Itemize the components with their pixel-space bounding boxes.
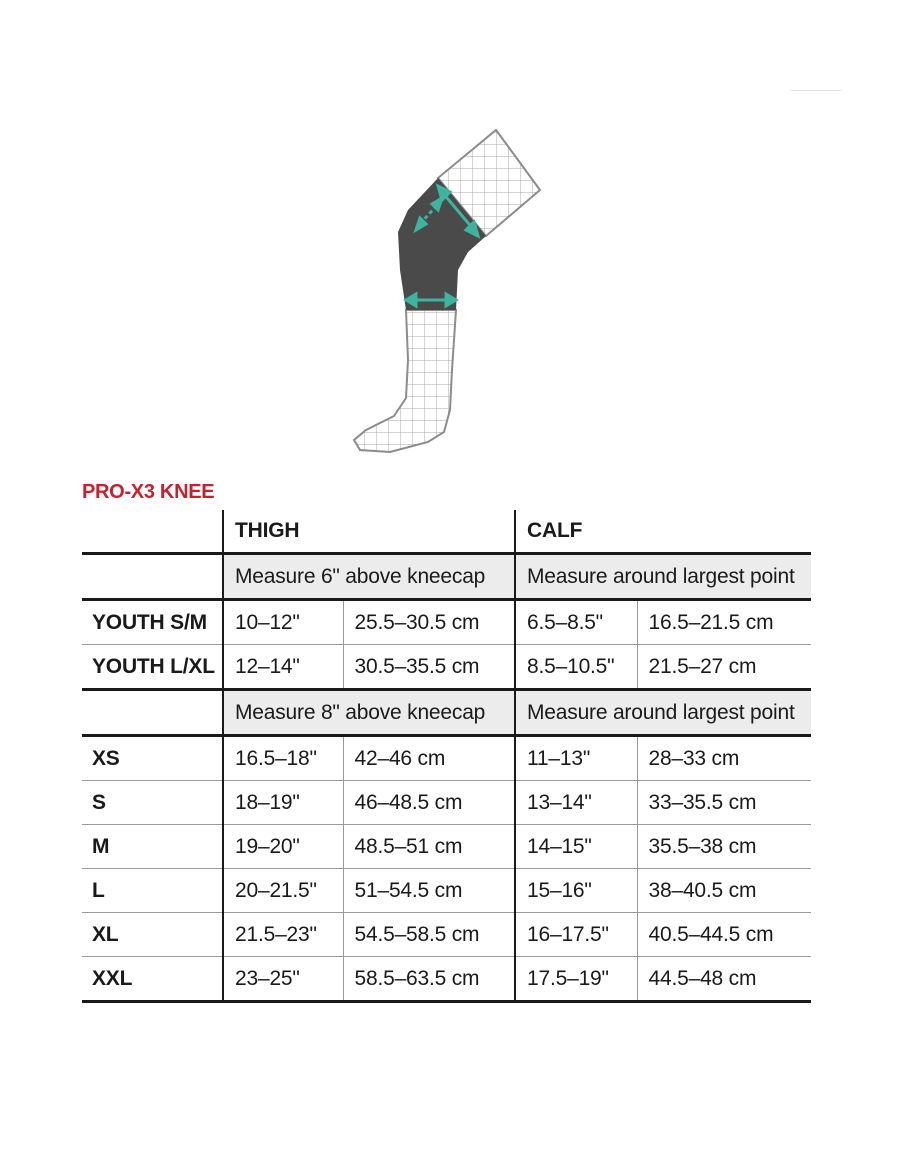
thigh-inches: 10–12" <box>223 600 343 645</box>
thigh-inches: 18–19" <box>223 781 343 825</box>
table-row <box>82 957 811 1002</box>
calf-cm: 35.5–38 cm <box>637 825 811 869</box>
thigh-cm: 46–48.5 cm <box>343 781 515 825</box>
size-label: M <box>82 825 223 869</box>
table-row <box>82 913 811 957</box>
thigh-inches: 20–21.5" <box>223 869 343 913</box>
calf-note: Measure around largest point <box>515 554 811 600</box>
size-label: XS <box>82 736 223 781</box>
thigh-cm: 48.5–51 cm <box>343 825 515 869</box>
thigh-cm: 51–54.5 cm <box>343 869 515 913</box>
calf-cm: 28–33 cm <box>637 736 811 781</box>
calf-cm: 40.5–44.5 cm <box>637 913 811 957</box>
calf-cm: 33–35.5 cm <box>637 781 811 825</box>
thigh-inches: 23–25" <box>223 957 343 1002</box>
table-row <box>82 736 811 781</box>
calf-cm: 44.5–48 cm <box>637 957 811 1002</box>
size-label: YOUTH S/M <box>82 600 223 645</box>
group-note-row <box>82 554 811 600</box>
calf-inches: 17.5–19" <box>515 957 637 1002</box>
thigh-cm: 42–46 cm <box>343 736 515 781</box>
note-empty-cell <box>82 690 223 736</box>
note-empty-cell <box>82 554 223 600</box>
calf-inches: 6.5–8.5" <box>515 600 637 645</box>
calf-inches: 15–16" <box>515 869 637 913</box>
table-row <box>82 781 811 825</box>
table-row <box>82 825 811 869</box>
calf-mesh <box>354 310 456 452</box>
size-label: YOUTH L/XL <box>82 645 223 690</box>
calf-cm: 38–40.5 cm <box>637 869 811 913</box>
thigh-inches: 19–20" <box>223 825 343 869</box>
thigh-inches: 21.5–23" <box>223 913 343 957</box>
decorative-line <box>790 90 842 91</box>
thigh-cm: 30.5–35.5 cm <box>343 645 515 690</box>
table-header-row <box>82 510 811 554</box>
calf-inches: 8.5–10.5" <box>515 645 637 690</box>
calf-cm: 21.5–27 cm <box>637 645 811 690</box>
calf-inches: 13–14" <box>515 781 637 825</box>
size-label: XL <box>82 913 223 957</box>
calf-inches: 14–15" <box>515 825 637 869</box>
table-row <box>82 645 811 690</box>
column-header-thigh: THIGH <box>223 510 515 554</box>
size-label: XXL <box>82 957 223 1002</box>
calf-inches: 16–17.5" <box>515 913 637 957</box>
calf-inches: 11–13" <box>515 736 637 781</box>
group-note-row <box>82 690 811 736</box>
column-header-calf: CALF <box>515 510 811 554</box>
thigh-cm: 58.5–63.5 cm <box>343 957 515 1002</box>
table-row <box>82 869 811 913</box>
header-empty-cell <box>82 510 223 554</box>
knee-sleeve-measurement-diagram <box>340 120 560 465</box>
thigh-cm: 25.5–30.5 cm <box>343 600 515 645</box>
size-label: L <box>82 869 223 913</box>
size-chart-table <box>82 510 811 1003</box>
size-label: S <box>82 781 223 825</box>
thigh-note: Measure 8" above kneecap <box>223 690 515 736</box>
calf-cm: 16.5–21.5 cm <box>637 600 811 645</box>
thigh-inches: 12–14" <box>223 645 343 690</box>
calf-note: Measure around largest point <box>515 690 811 736</box>
thigh-inches: 16.5–18" <box>223 736 343 781</box>
thigh-note: Measure 6" above kneecap <box>223 554 515 600</box>
product-title: PRO-X3 KNEE <box>82 481 215 503</box>
table-row <box>82 600 811 645</box>
thigh-cm: 54.5–58.5 cm <box>343 913 515 957</box>
